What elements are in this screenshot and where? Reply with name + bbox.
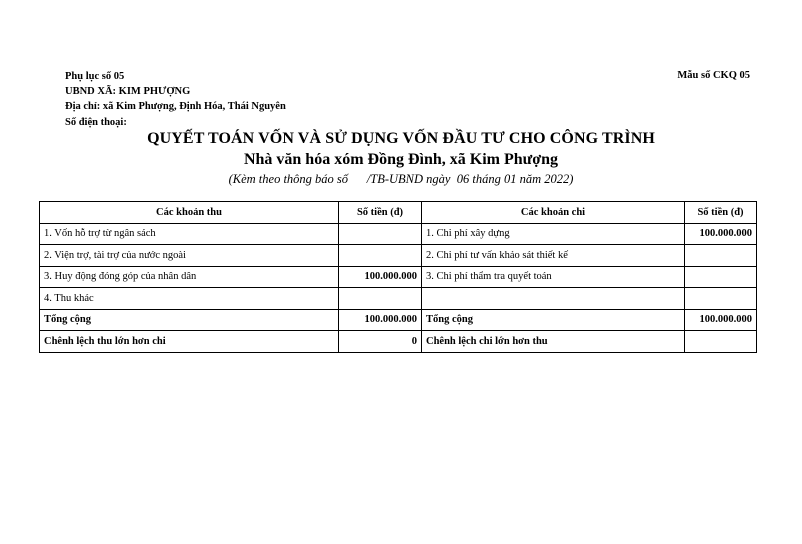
income-amount xyxy=(339,223,422,245)
form-code-label: Mẫu số CKQ 05 xyxy=(677,70,750,81)
total-row xyxy=(40,309,757,331)
expense-amount xyxy=(685,288,757,310)
table-row xyxy=(40,245,757,267)
header-expense-items: Các khoản chi xyxy=(422,202,685,224)
reference-note: (Kèm theo thông báo số /TB-UBND ngày 06 tháng 01 năm 2022) xyxy=(228,172,574,186)
income-surplus-amount: 0 xyxy=(339,331,422,353)
difference-row xyxy=(40,331,757,353)
expense-item: 2. Chi phí tư vấn khảo sát thiết kế xyxy=(422,245,685,267)
address-label: Địa chỉ: xã Kim Phượng, Định Hóa, Thái Nguyên xyxy=(65,101,286,112)
table-row xyxy=(40,223,757,245)
project-name: Nhà văn hóa xóm Đồng Đình, xã Kim Phượng xyxy=(243,151,559,168)
header-income-items: Các khoản thu xyxy=(40,202,339,224)
expense-surplus-label: Chênh lệch chi lớn hơn thu xyxy=(422,331,685,353)
income-total-amount: 100.000.000 xyxy=(339,309,422,331)
header-income-amount: Số tiền (đ) xyxy=(339,202,422,224)
header-expense-amount: Số tiền (đ) xyxy=(685,202,757,224)
settlement-table xyxy=(39,201,757,353)
income-amount xyxy=(339,288,422,310)
expense-surplus-amount xyxy=(685,331,757,353)
expense-amount xyxy=(685,245,757,267)
income-amount: 100.000.000 xyxy=(339,266,422,288)
table-row xyxy=(40,288,757,310)
income-amount xyxy=(339,245,422,267)
expense-total-amount: 100.000.000 xyxy=(685,309,757,331)
income-total-label: Tổng cộng xyxy=(40,309,339,331)
document-title: QUYẾT TOÁN VỐN VÀ SỬ DỤNG VỐN ĐẦU TƯ CHO CÔNG TRÌNH xyxy=(147,130,655,147)
income-item: 2. Viện trợ, tài trợ của nước ngoài xyxy=(40,245,339,267)
expense-item xyxy=(422,288,685,310)
expense-total-label: Tổng cộng xyxy=(422,309,685,331)
appendix-label: Phụ lục số 05 xyxy=(65,71,125,82)
expense-item: 3. Chi phí thẩm tra quyết toán xyxy=(422,266,685,288)
income-item: 3. Huy động đóng góp của nhân dân xyxy=(40,266,339,288)
expense-amount xyxy=(685,266,757,288)
expense-amount: 100.000.000 xyxy=(685,223,757,245)
income-item: 4. Thu khác xyxy=(40,288,339,310)
committee-label: UBND XÃ: KIM PHƯỢNG xyxy=(65,86,191,97)
phone-label: Số điện thoại: xyxy=(65,117,127,128)
income-surplus-label: Chênh lệch thu lớn hơn chi xyxy=(40,331,339,353)
table-header-row xyxy=(40,202,757,224)
income-item: 1. Vốn hỗ trợ từ ngân sách xyxy=(40,223,339,245)
table-row xyxy=(40,266,757,288)
expense-item: 1. Chi phí xây dựng xyxy=(422,223,685,245)
